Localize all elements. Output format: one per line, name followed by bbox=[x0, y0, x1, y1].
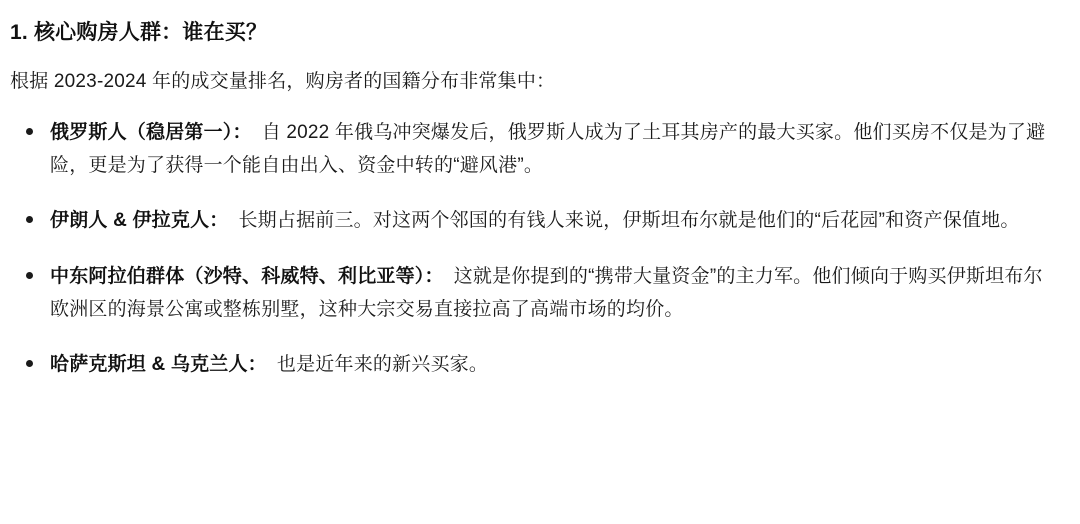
list-item-description: 这就是你提到的“携带大量资金”的主力军。他们倾向于购买伊斯坦布尔欧洲区的海景公寓或整栋别墅，这种大宗交易直接拉高了高端市场的均价。 bbox=[50, 265, 1043, 320]
buyer-group-list bbox=[10, 116, 1054, 382]
list-item bbox=[10, 204, 1054, 237]
bullet-dot-icon bbox=[26, 272, 33, 279]
list-item-term: 中东阿拉伯群体（沙特、科威特、利比亚等）： bbox=[50, 265, 444, 287]
list-item-description: 长期占据前三。对这两个邻国的有钱人来说，伊斯坦布尔就是他们的“后花园”和资产保值地。 bbox=[238, 210, 1020, 232]
page-title: 1. 核心购房人群：谁在买？ bbox=[10, 21, 268, 44]
list-item-description: 也是近年来的新兴买家。 bbox=[276, 354, 489, 376]
list-item-description: 自 2022 年俄乌冲突爆发后，俄罗斯人成为了土耳其房产的最大买家。他们买房不仅是为了避险，更是为了获得一个能自由出入、资金中转的“避风港”。 bbox=[50, 121, 1046, 177]
list-item-term: 俄罗斯人（稳居第一）： bbox=[50, 121, 252, 143]
list-item bbox=[10, 260, 1054, 327]
bullet-dot-icon bbox=[26, 216, 33, 223]
list-item-term: 哈萨克斯坦 & 乌克兰人： bbox=[50, 354, 267, 376]
list-item bbox=[10, 348, 1054, 381]
bullet-dot-icon bbox=[26, 360, 33, 367]
list-item-term: 伊朗人 & 伊拉克人： bbox=[50, 210, 229, 232]
bullet-dot-icon bbox=[26, 128, 33, 135]
intro-paragraph: 根据 2023-2024 年的成交量排名，购房者的国籍分布非常集中： bbox=[10, 71, 556, 93]
list-item bbox=[10, 116, 1054, 183]
